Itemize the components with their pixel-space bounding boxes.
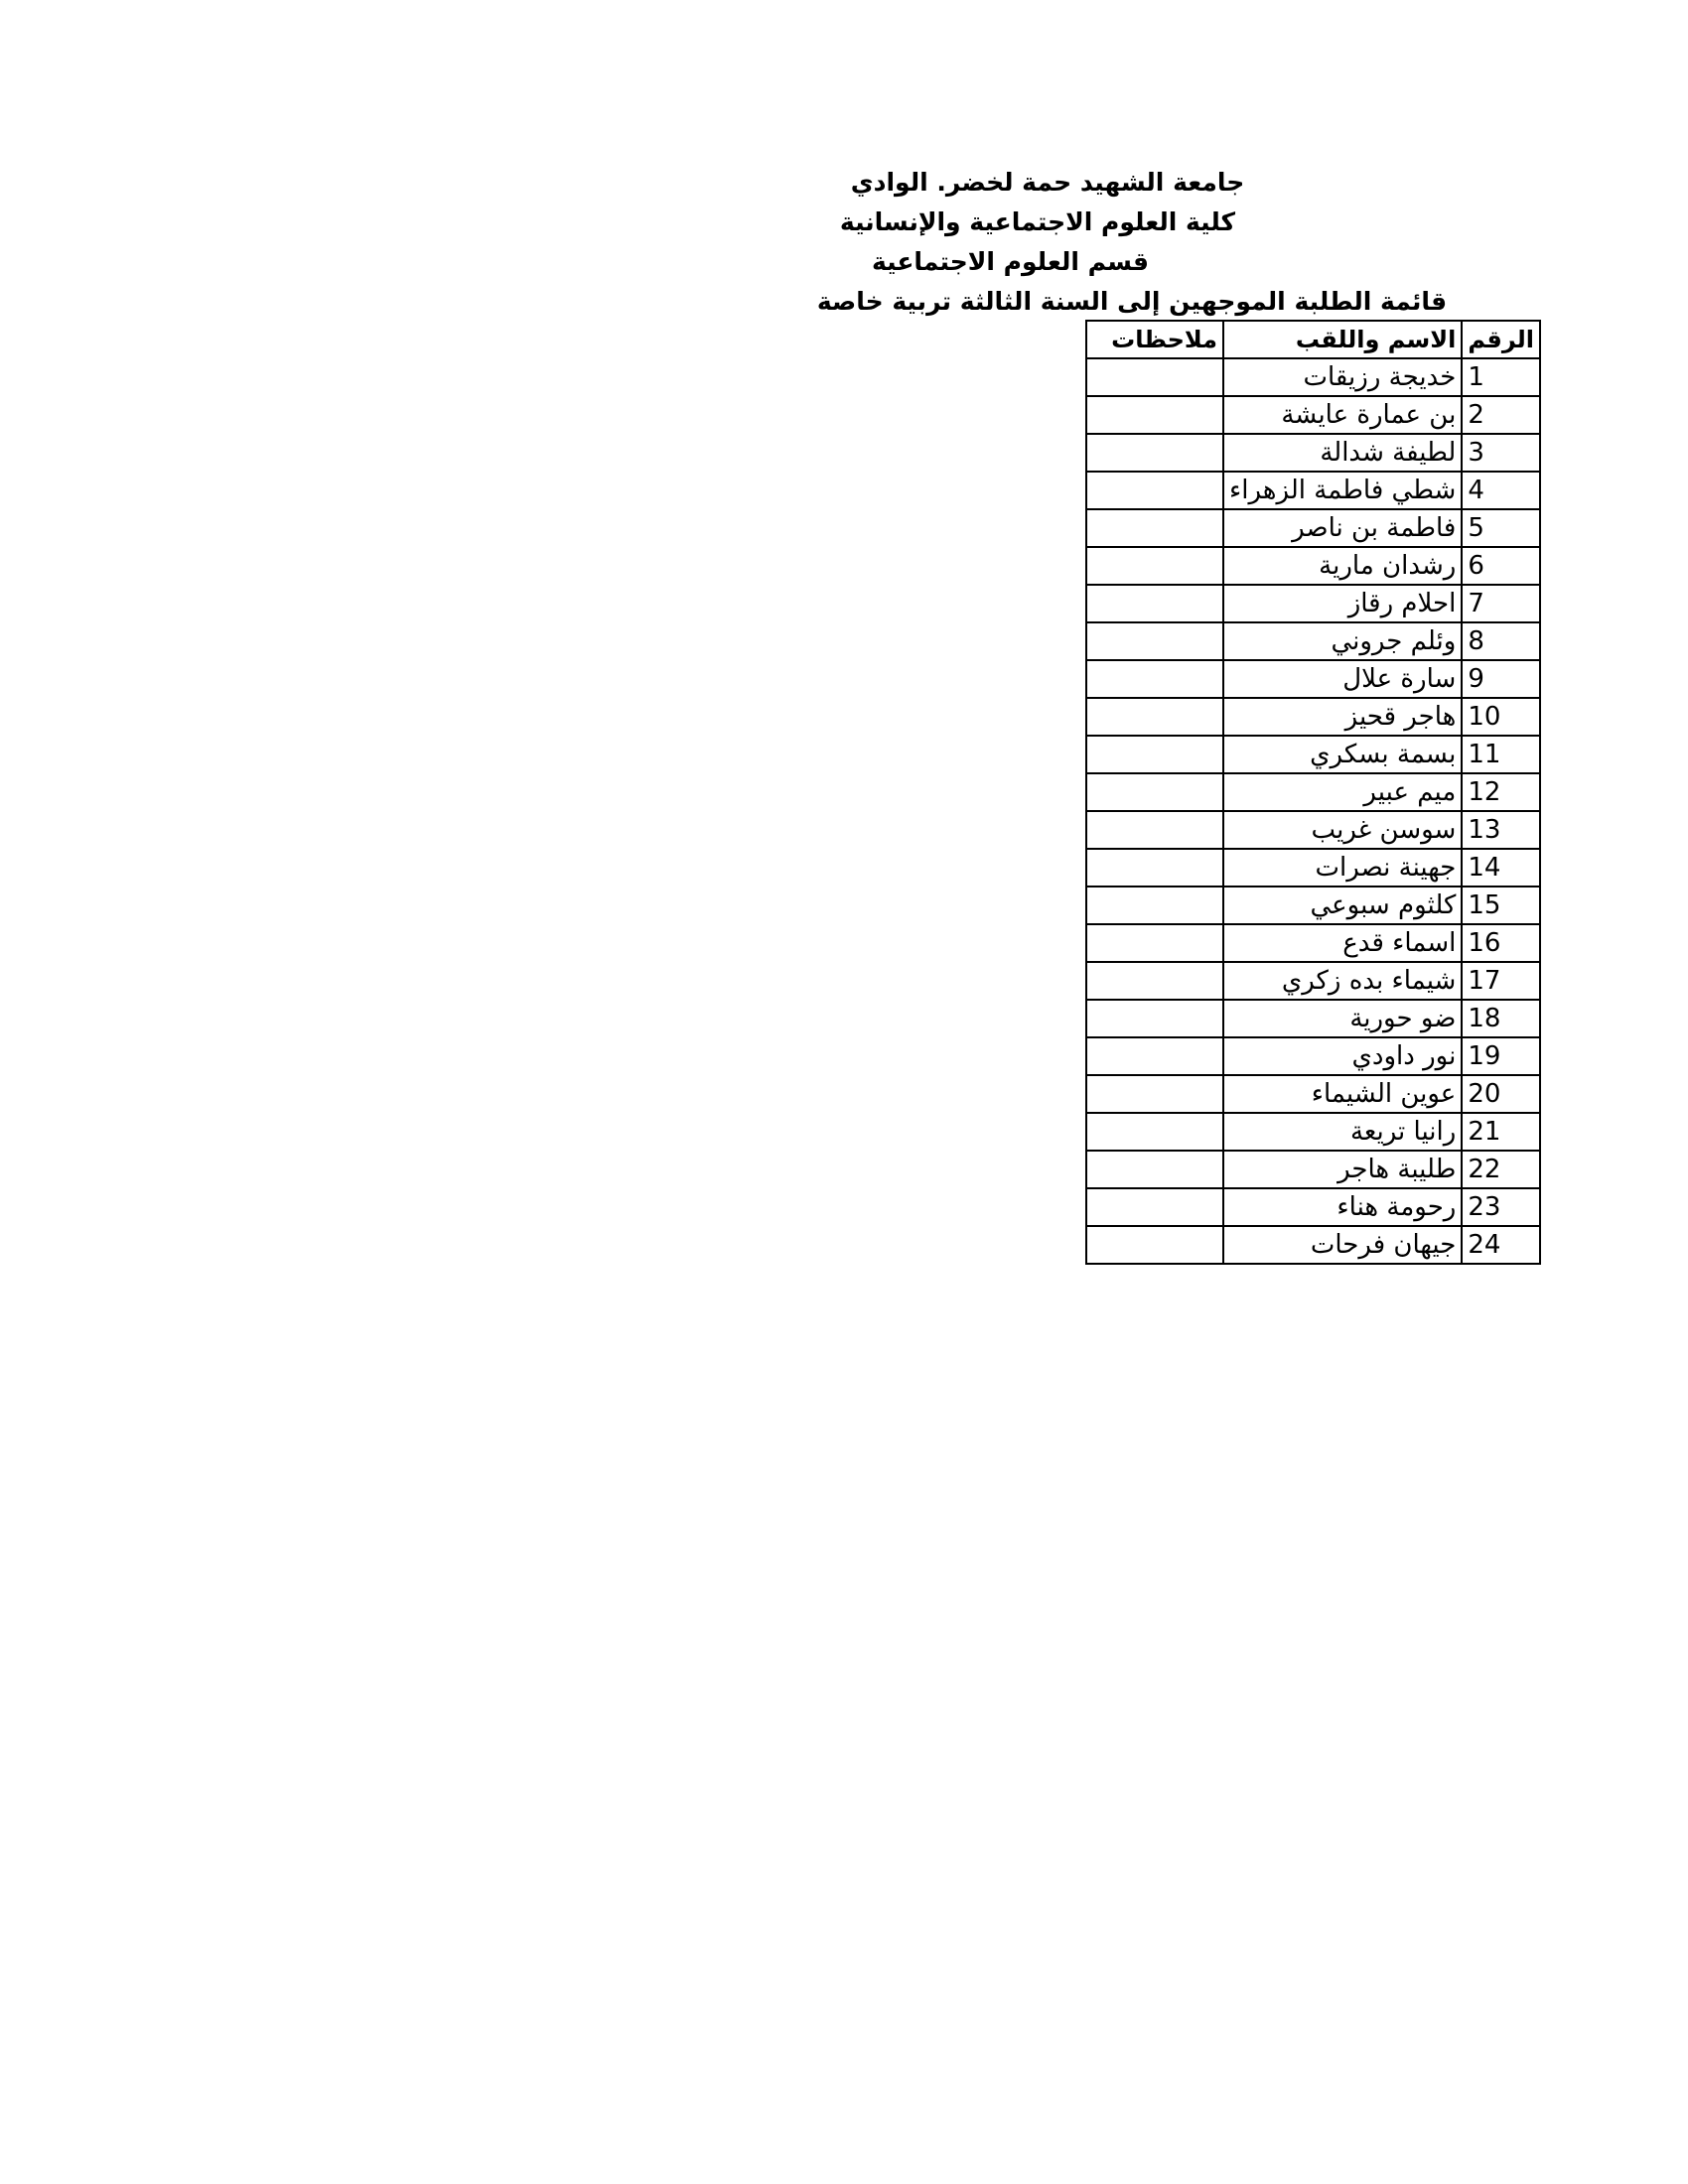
table-row — [1086, 924, 1540, 962]
row-notes — [1086, 924, 1223, 962]
student-name: فاطمة بن ناصر — [1223, 509, 1462, 547]
column-header-number: الرقم — [1462, 321, 1540, 358]
student-name: خديجة رزيقات — [1223, 358, 1462, 396]
table-row — [1086, 396, 1540, 434]
column-header-notes: ملاحظات — [1086, 321, 1223, 358]
row-number: 1 — [1462, 358, 1540, 396]
row-notes — [1086, 1151, 1223, 1188]
table-row — [1086, 736, 1540, 773]
table-row — [1086, 1113, 1540, 1151]
row-notes — [1086, 1075, 1223, 1113]
student-name: رانيا تريعة — [1223, 1113, 1462, 1151]
row-number: 18 — [1462, 1000, 1540, 1037]
row-number: 13 — [1462, 811, 1540, 849]
table-row — [1086, 472, 1540, 509]
row-number: 24 — [1462, 1226, 1540, 1264]
table-row — [1086, 1188, 1540, 1226]
row-notes — [1086, 396, 1223, 434]
document-header — [755, 163, 1509, 322]
student-name: رشدان مارية — [1223, 547, 1462, 585]
row-number: 8 — [1462, 622, 1540, 660]
student-name: وئلم جروني — [1223, 622, 1462, 660]
row-number: 22 — [1462, 1151, 1540, 1188]
university-name: جامعة الشهيد حمة لخضر. الوادي — [850, 168, 1245, 197]
student-name: شطي فاطمة الزهراء — [1223, 472, 1462, 509]
row-number: 21 — [1462, 1113, 1540, 1151]
table-header-row — [1086, 321, 1540, 358]
table-row — [1086, 962, 1540, 1000]
student-name: عوين الشيماء — [1223, 1075, 1462, 1113]
row-number: 23 — [1462, 1188, 1540, 1226]
table-body — [1086, 358, 1540, 1264]
table-row — [1086, 434, 1540, 472]
row-number: 16 — [1462, 924, 1540, 962]
faculty-name: كلية العلوم الاجتماعية والإنسانية — [839, 207, 1236, 236]
students-table — [1085, 320, 1541, 1265]
table-row — [1086, 698, 1540, 736]
column-header-name: الاسم واللقب — [1223, 321, 1462, 358]
row-notes — [1086, 358, 1223, 396]
student-name: سوسن غريب — [1223, 811, 1462, 849]
table-row — [1086, 849, 1540, 887]
table-row — [1086, 1226, 1540, 1264]
row-notes — [1086, 736, 1223, 773]
row-number: 14 — [1462, 849, 1540, 887]
student-name: جيهان فرحات — [1223, 1226, 1462, 1264]
row-number: 10 — [1462, 698, 1540, 736]
row-notes — [1086, 547, 1223, 585]
row-notes — [1086, 622, 1223, 660]
row-number: 20 — [1462, 1075, 1540, 1113]
table-row — [1086, 1075, 1540, 1113]
row-notes — [1086, 773, 1223, 811]
student-name: نور داودي — [1223, 1037, 1462, 1075]
list-title: قائمة الطلبة الموجهين إلى السنة الثالثة تربية خاصة — [816, 287, 1448, 316]
student-name: جهينة نصرات — [1223, 849, 1462, 887]
row-number: 5 — [1462, 509, 1540, 547]
table-row — [1086, 660, 1540, 698]
row-notes — [1086, 509, 1223, 547]
table-row — [1086, 1000, 1540, 1037]
student-name: اسماء قدع — [1223, 924, 1462, 962]
row-number: 11 — [1462, 736, 1540, 773]
table-row — [1086, 509, 1540, 547]
student-name: طليبة هاجر — [1223, 1151, 1462, 1188]
row-notes — [1086, 1226, 1223, 1264]
row-notes — [1086, 434, 1223, 472]
student-name: احلام رقاز — [1223, 585, 1462, 622]
row-notes — [1086, 849, 1223, 887]
student-name: بسمة بسكري — [1223, 736, 1462, 773]
table-row — [1086, 887, 1540, 924]
row-notes — [1086, 698, 1223, 736]
student-name: لطيفة شدالة — [1223, 434, 1462, 472]
row-number: 19 — [1462, 1037, 1540, 1075]
student-name: شيماء بده زكري — [1223, 962, 1462, 1000]
table-row — [1086, 773, 1540, 811]
student-name: رحومة هناء — [1223, 1188, 1462, 1226]
student-name: ضو حورية — [1223, 1000, 1462, 1037]
table-row — [1086, 585, 1540, 622]
table-row — [1086, 811, 1540, 849]
row-number: 9 — [1462, 660, 1540, 698]
row-notes — [1086, 1000, 1223, 1037]
row-number: 7 — [1462, 585, 1540, 622]
row-number: 4 — [1462, 472, 1540, 509]
table-row — [1086, 622, 1540, 660]
row-notes — [1086, 472, 1223, 509]
table-row — [1086, 358, 1540, 396]
department-name: قسم العلوم الاجتماعية — [871, 247, 1150, 276]
row-notes — [1086, 585, 1223, 622]
row-notes — [1086, 1188, 1223, 1226]
row-number: 6 — [1462, 547, 1540, 585]
student-name: كلثوم سبوعي — [1223, 887, 1462, 924]
row-notes — [1086, 1037, 1223, 1075]
student-name: بن عمارة عايشة — [1223, 396, 1462, 434]
row-number: 17 — [1462, 962, 1540, 1000]
row-number: 2 — [1462, 396, 1540, 434]
row-notes — [1086, 811, 1223, 849]
student-name: ميم عبير — [1223, 773, 1462, 811]
table-row — [1086, 547, 1540, 585]
row-number: 3 — [1462, 434, 1540, 472]
row-notes — [1086, 660, 1223, 698]
table-row — [1086, 1151, 1540, 1188]
table-row — [1086, 1037, 1540, 1075]
row-notes — [1086, 887, 1223, 924]
student-name: هاجر قحيز — [1223, 698, 1462, 736]
row-number: 12 — [1462, 773, 1540, 811]
student-name: سارة علال — [1223, 660, 1462, 698]
row-notes — [1086, 962, 1223, 1000]
row-number: 15 — [1462, 887, 1540, 924]
row-notes — [1086, 1113, 1223, 1151]
